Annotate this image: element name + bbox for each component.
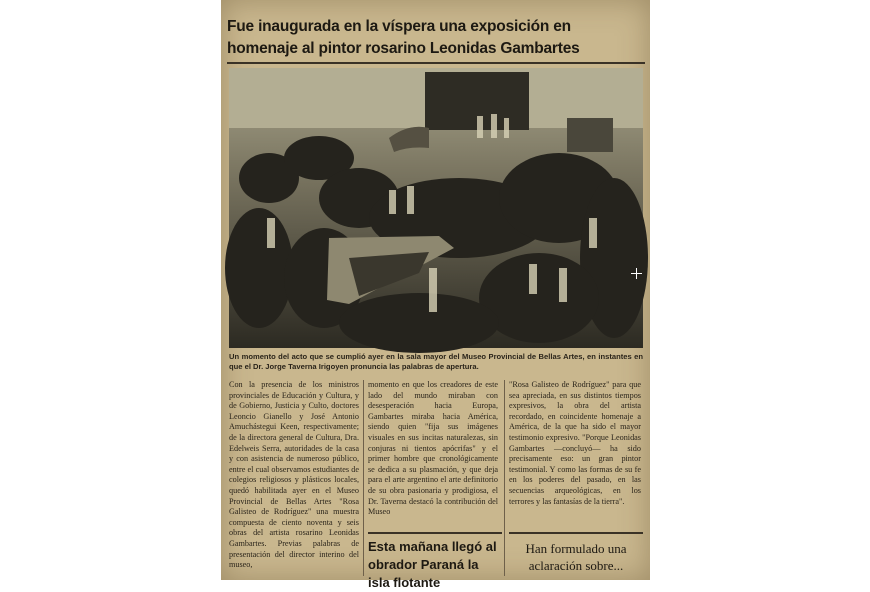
photo-caption: Un momento del acto que se cumplió ayer en la sala mayor del Museo Provincial de Bellas Artes, en instantes en que el Dr. Jorge Taverna Irigoyen pronuncia las palabras de apertura.: [229, 352, 643, 371]
crosshair-cursor-icon: [631, 268, 642, 279]
third-article-headline: Han formulado una aclaración sobre...: [525, 541, 627, 573]
column-divider-1: [363, 380, 364, 576]
article-column-3: "Rosa Galisteo de Rodríguez" para que sea apreciada, en sus distintos tiempos expresivos, la obra del artista recordado, en coincidente homenaje a América, de la que ha sido el mayor testimonio expresivo. "Porque Leonidas Gambartes —concluyó— ha sido precisamente eso: un gran pintor testimonial. Y como las formas de su fe en los poderes del pasado, en las secuencias arqueológicas, en los terrores y las fantasías de la tierra".: [509, 380, 641, 506]
article-column-2: momento en que los creadores de este lado del mundo miraban con desesperación hacia Europa, Gambartes miraba hacia América, siendo quien "fija sus imágenes visuales en sus incitas naturalezas, sin conjuras ni tientos apócrifas" y el primer hombre que cronológicamente se dedica a su plasmación, y que deja para el arte argentino el arte definitorio de su obra pasionaria y prodigiosa, el Dr. Taverna destacó la contribución del Museo: [368, 380, 498, 517]
article-column-1: Con la presencia de los ministros provinciales de Educación y Cultura, y de Gobierno, Justicia y Culto, doctores Leoncio Gianello y José Antonio Amuchástegui Keen, respectivamente; de la directora general de Cultura, Dra. Edelweis Serra, autoridades de la casa y con asistencia de numeroso público, entre el cual observamos estudiantes de colegios religiosos y plásticos locales, quedó habilitada ayer en el Museo Provincial de Bellas Artes "Rosa Galisteo de Rodríguez" una muestra compuesta de ciento noventa y seis obras del artista rosarino Leonidas Gambartes. Previas palabras de presentación del director interino del museo,: [229, 380, 359, 570]
headline-line-1: Fue inaugurada en la víspera una exposición en: [227, 18, 571, 35]
third-article-header: [509, 532, 643, 582]
column-divider-2: [504, 380, 505, 576]
newspaper-clipping: [221, 0, 650, 590]
crowd-photo-graphic: [229, 68, 643, 348]
headline: [227, 16, 645, 60]
headline-line-2: homenaje al pintor rosarino Leonidas Gambartes: [227, 40, 580, 57]
headline-rule: [227, 62, 645, 64]
second-article-headline: Esta mañana llegó al obrador Paraná la isla flotante: [368, 539, 497, 590]
event-photo: [229, 68, 643, 348]
second-article-header: [368, 532, 502, 590]
